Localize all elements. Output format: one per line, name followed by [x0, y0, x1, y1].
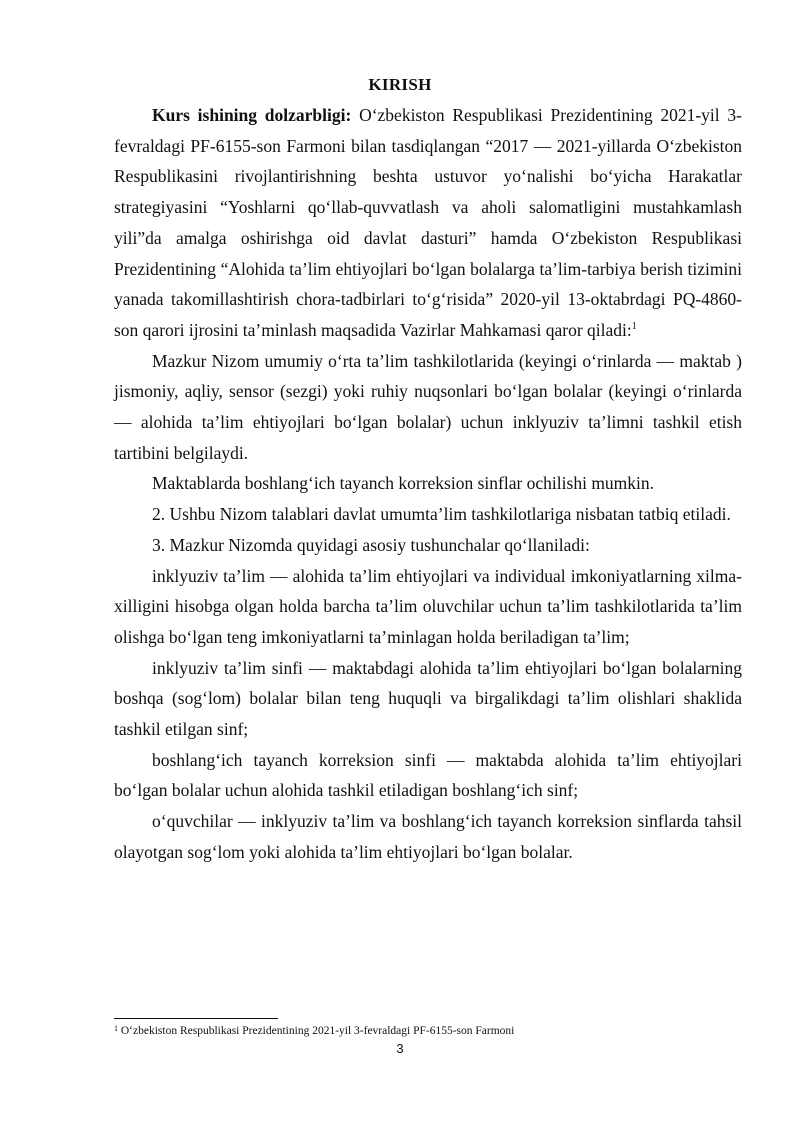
definition-correctional-class: boshlang‘ich tayanch korreksion sinfi — maktabda alohida ta’lim ehtiyojlari bo‘lgan bolalar uchun alohida tashkil etiladigan boshlang‘ich sinf; — [114, 749, 742, 801]
definition-inclusive-class: inklyuziv ta’lim sinfi — maktabdagi alohida ta’lim ehtiyojlari bo‘lgan bolalarning boshqa (sog‘lom) bolalar bilan teng huquqli va birgalikdagi ta’lim olishlari shaklida tashkil etilgan sinf; — [114, 657, 742, 740]
document-body — [114, 100, 742, 868]
definition-inclusive-education: inklyuziv ta’lim — alohida ta’lim ehtiyojlari va individual imkoniyatlarning xilma-xilligini hisobga olgan holda barcha ta’lim oluvchilar uchun ta’lim tashkilotlarida ta’lim olishga bo‘lgan teng imkoniyatlarni ta’minlagan holda beriladigan ta’lim; — [114, 565, 742, 647]
body-paragraph-2: Maktablarda boshlang‘ich tayanch korreksion sinflar ochilishi mumkin. — [152, 473, 655, 494]
intro-text: O‘zbekiston Respublikasi Prezidentining 2021-yil 3-fevraldagi PF-6155-son Farmoni bilan tasdiqlangan “2017 — 2021-yillarda O‘zbekiston Respublikasini rivojlantirishning beshta ustuvor yo‘nalishi bo‘yicha Harakatlar strategiyasini “Yoshlarni qo‘llab-quvvatlash va aholi salomatligini mustahkamlash yili”da amalga oshirishga oid davlat dasturi” hamda O‘zbekiston Respublikasi Prezidentining “Alohida ta’lim ehtiyojlari bo‘lgan bolalarga ta’lim-tarbiya berish tizimini yanada takomillashtirish chora-tadbirlari to‘g‘risida” 2020-yil 13-oktabrdagi PQ-4860-son qarori ijrosini ta’minlash maqsadida Vazirlar Mahkamasi qaror qiladi: — [114, 105, 742, 340]
footnote-marker: 1 — [114, 1024, 118, 1033]
page-heading: KIRISH — [368, 75, 432, 94]
intro-paragraph — [114, 100, 742, 346]
definition-students: o‘quvchilar — inklyuziv ta’lim va boshlang‘ich tayanch korreksion sinflarda tahsil olayotgan sog‘lom yoki alohida ta’lim ehtiyojlari bo‘lgan bolalar. — [114, 811, 742, 862]
page-number: 3 — [396, 1041, 404, 1056]
footnote-divider — [114, 1018, 278, 1019]
body-paragraph-1: Mazkur Nizom umumiy o‘rta ta’lim tashkilotlarida (keyingi o‘rinlarda — maktab ) jismoniy, aqliy, sensor (sezgi) yoki ruhiy nuqsonlari bo‘lgan bolalar (keyingi o‘rinlarda — alohida ta’lim ehtiyojlari bo‘lgan bolalar) uchun inklyuziv ta’limni tashkil etish tartibini belgilaydi. — [114, 350, 742, 463]
body-paragraph-4: 3. Mazkur Nizomda quyidagi asosiy tushunchalar qo‘llaniladi: — [152, 534, 590, 555]
footnote-reference: 1 — [631, 320, 637, 332]
intro-lead: Kurs ishining dolzarbligi: — [152, 105, 352, 125]
footnote-text: O‘zbekiston Respublikasi Prezidentining 2021-yil 3-fevraldagi PF-6155-son Farmoni — [118, 1025, 515, 1037]
body-paragraph-3: 2. Ushbu Nizom talablari davlat umumta’lim tashkilotlariga nisbatan tatbiq etiladi. — [152, 504, 731, 525]
footnote — [114, 1024, 754, 1039]
